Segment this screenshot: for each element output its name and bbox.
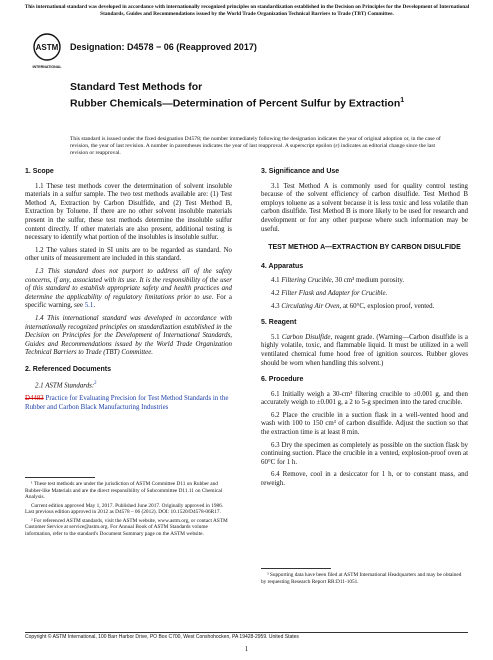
section-5-1-link[interactable]: 5.1	[84, 302, 94, 310]
significance-3-1: 3.1 Test Method A is commonly used for quality control testing because of the solvent efficiency of carbon disulfide. Test Method B employs toluene as a solvent because it is less toxic and less volatile than carbon disulfide. Test Method B is more likely to be used for research and development or for any other purpose where such information may be useful.	[261, 182, 468, 233]
title-line-2: Rubber Chemicals—Determination of Percent Sulfur by Extraction$^1$	[70, 97, 405, 110]
footnote-3: ³ Supporting data have been filed at ASTM International Headquarters and may be obtained by requesting Research Report RR:D11-1051.	[261, 572, 462, 585]
issued-note: This standard is issued under the fixed designation D4578; the number immediately following the designation indicates the year of original adoption or, in the case of revision, the year of last revision. A number in parentheses indicates the year of last reapproval. A superscript epsilon (ε) indicates an editorial change since the last revision or reapproval.	[70, 136, 441, 156]
tbt-notice: This international standard was developed in accordance with internationally recognized principles on standardization established in the Decision on Principles for the Development of International Standards, Guides and Recommendations issued by the World Trade Organization Technical Barriers to Trade (TBT) Committee.	[24, 4, 470, 17]
apparatus-heading: 4. Apparatus	[261, 262, 304, 270]
method-a-heading: TEST METHOD A—EXTRACTION BY CARBON DISULFIDE	[268, 244, 461, 252]
reagent-5-1: 5.1 Carbon Disulfide, reagent grade. (Warning—Carbon disulfide is a highly volatile, toxic, and flammable liquid. It must be utilized in a well ventilated chemical fume hood free of ignition sources. Rubber gloves should be worn when handling this solvent.)	[261, 333, 468, 367]
logo-text: ASTM	[35, 43, 59, 52]
footnote-2-marker[interactable]: 2	[94, 381, 97, 387]
scope-1-1: 1.1 These test methods cover the determination of solvent insoluble materials in a sulfur sample. The two test methods available are: (1) Test Method A, Extraction by Carbon Disulfide, and (2) Test Method B, Extraction by Toluene. If there are no other solvent insoluble materials present in the sulfur, these test methods determine the insoluble sulfur content directly. If other materials are also present, additional testing is necessary to identify what portion of the insolubles is insoluble sulfur.	[25, 182, 232, 242]
title-line-1: Standard Test Methods for	[70, 81, 203, 93]
reference-title[interactable]: Practice for Evaluating Precision for Test Method Standards in the Rubber and Carbon Black Manufacturing Industries	[25, 395, 229, 411]
footnotes-left	[25, 481, 232, 539]
reference-code[interactable]: D4483	[25, 395, 44, 403]
scope-1-4: 1.4 This international standard was developed in accordance with internationally recognized principles on standardization established in the Decision on Principles for the Development of International Standards, Guides and Recommendations issued by the World Trade Organization Technical Barriers to Trade (TBT) Committee.	[25, 314, 232, 357]
scope-heading: 1. Scope	[25, 168, 54, 175]
astm-standards-sub: 2.1 ASTM Standards:$^2$	[35, 381, 97, 390]
title-footnote-marker[interactable]: 1	[400, 97, 405, 104]
apparatus-4-1: 4.1 Filtering Crucible, 30 cm³ medium porosity.	[271, 277, 405, 285]
procedure-6-2: 6.2 Place the crucible in a suction flask in a well-vented hood and wash with 100 to 150 cm³ of carbon disulfide. Adjust the suction so that the extraction time is at least 8 min.	[261, 411, 468, 437]
reference-d4483[interactable]	[25, 395, 232, 412]
referenced-documents-heading: 2. Referenced Documents	[25, 365, 111, 373]
procedure-6-4: 6.4 Remove, cool in a desiccator for 1 h, or to constant mass, and reweigh.	[261, 471, 468, 488]
significance-heading: 3. Significance and Use	[261, 168, 340, 175]
logo-subtext: INTERNATIONAL	[32, 65, 62, 69]
footnote-2: ² For referenced ASTM standards, visit the ASTM website, www.astm.org, or contact ASTM Customer Service at service@astm.org. For Annual Book of ASTM Standards volume information, refer to the standard's Document Summary page on the ASTM website.	[25, 517, 228, 537]
page-number: 1	[244, 645, 249, 653]
designation: Designation: D4578 − 06 (Reapproved 2017)	[70, 42, 257, 52]
footer-divider	[25, 632, 468, 633]
footnote-divider-left	[25, 477, 95, 478]
scope-1-3: 1.3 This standard does not purport to address all of the safety concerns, if any, associated with its use. It is the responsibility of the user of this standard to establish appropriate safety and health practices and determine the applicability of regulatory limitations prior to use. For a specific warning, see 5.1.	[25, 267, 232, 310]
copyright: Copyright © ASTM International, 100 Barr Harbor Drive, PO Box C700, West Conshohocken, PA 19428-2959. United States	[25, 634, 299, 640]
procedure-6-1: 6.1 Initially weigh a 30-cm³ filtering crucible to ±0.001 g, and then accurately weigh to ±0.001 g, a 2 to 5-g specimen into the tared crucible.	[261, 390, 468, 407]
page-title	[70, 81, 450, 111]
procedure-6-3: 6.3 Dry the specimen as completely as possible on the suction flask by continuing suction. Place the crucible in a vented, explosion-proof oven at 60°C for 1 h.	[261, 441, 468, 466]
footnote-1: ¹ These test methods are under the jurisdiction of ASTM Committee D11 on Rubber and Rubber-like Materials and are the direct responsibility of Subcommittee D11.11 on Chemical Analysis.	[25, 481, 223, 500]
reagent-heading: 5. Reagent	[261, 319, 297, 327]
right-column	[261, 168, 468, 493]
procedure-heading: 6. Procedure	[261, 376, 304, 384]
left-column	[25, 168, 232, 417]
footnote-divider-right	[261, 568, 331, 569]
scope-1-2: 1.2 The values stated in SI units are to be regarded as standard. No other units of measurement are included in this standard.	[25, 246, 232, 263]
astm-logo	[32, 32, 62, 72]
footnote-1-edition: Current edition approved May 1, 2017. Published June 2017. Originally approved in 1986. Last previous edition approved in 2012 as D4578 – 06 (2012). DOI: 10.1520/D4578-06R17.	[25, 502, 224, 515]
apparatus-4-3: 4.3 Circulating Air Oven, at 60°C, explosion proof, vented.	[271, 302, 435, 310]
apparatus-4-2: 4.2 Filter Flask and Adapter for Crucible.	[271, 289, 388, 297]
